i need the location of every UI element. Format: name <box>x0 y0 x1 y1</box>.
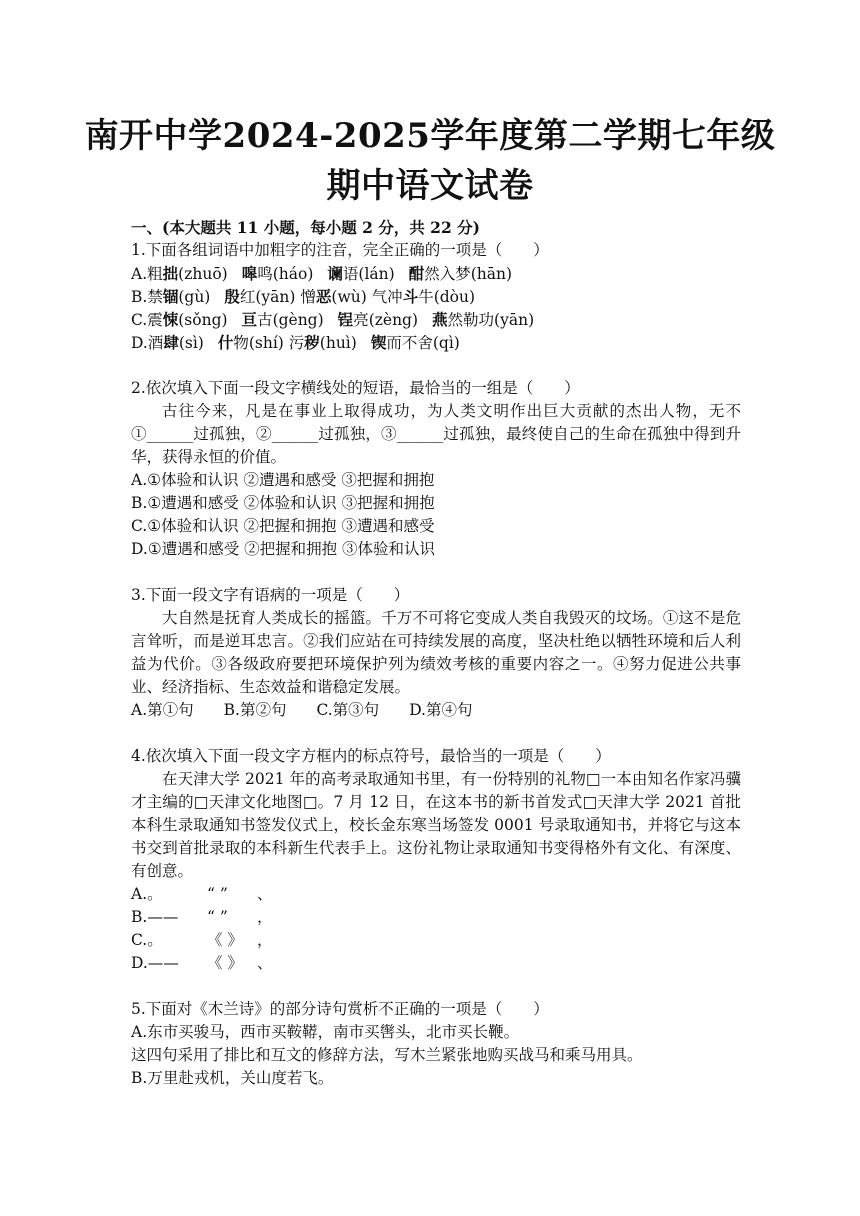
option-text: 、 <box>257 885 273 903</box>
bold-char: 肆 <box>163 333 179 352</box>
option-a-note: 这四句采用了排比和互文的修辞方法，写木兰紧张地购买战马和乘马用具。 <box>131 1046 643 1064</box>
option-text: (sì) <box>178 334 204 352</box>
option-text: C.。 <box>131 931 163 949</box>
option-text: 亮(zèng) <box>353 311 419 329</box>
exam-content <box>131 216 741 1090</box>
option-text: ， <box>257 908 273 926</box>
option-a <box>131 262 741 285</box>
option-b: B.第②句 <box>223 701 287 719</box>
option-text: 而不舍(qì) <box>386 334 460 352</box>
bold-char: 斗 <box>402 287 419 306</box>
bold-char: 酣 <box>408 264 425 283</box>
exam-title-line2: 期中语文试卷 <box>326 166 534 206</box>
bold-char: 什 <box>217 333 234 352</box>
option-c <box>131 929 741 952</box>
bold-char: 拙 <box>162 264 179 283</box>
bold-char: 锢 <box>162 287 179 306</box>
option-b: B.①遭遇和感受 ②体验和认识 ③把握和拥抱 <box>131 494 435 512</box>
option-b <box>131 906 741 929</box>
bold-char: 殷 <box>224 287 240 306</box>
option-text: 红(yān) <box>239 288 296 306</box>
option-b: B.万里赴戎机，关山度若飞。 <box>131 1069 334 1087</box>
option-c: C.①体验和认识 ②把握和拥抱 ③遭遇和感受 <box>131 517 435 535</box>
option-b <box>131 285 741 308</box>
bold-char: 亘 <box>241 310 258 329</box>
option-text: A.。 <box>131 885 163 903</box>
option-text: 鸣(háo) <box>257 265 314 283</box>
option-text: D.酒 <box>131 334 164 352</box>
option-text: D.—— <box>131 954 179 972</box>
question-stem: 4.依次填入下面一段文字方框内的标点符号，最恰当的一项是（ ） <box>131 747 611 765</box>
option-text: 《 》 <box>207 954 243 972</box>
question-3 <box>131 584 741 722</box>
option-text: C.震 <box>131 311 163 329</box>
option-text: (wù) 气冲 <box>331 288 403 306</box>
option-text: (huì) <box>319 334 357 352</box>
bold-char: 锲 <box>370 333 387 352</box>
question-passage: 大自然是抚育人类成长的摇篮。千万不可将它变成人类自我毁灭的坟场。①这不是危言耸听，而是逆耳忠言。②我们应站在可持续发展的高度，坚决杜绝以牺牲环境和后人利益为代价。③各级政府要把环境保护列为绩效考核的重要内容之一。④努力促进公共事业、经济指标、生态效益和谐稳定发展。 <box>131 609 741 696</box>
option-text: (sǒng) <box>178 311 228 329</box>
question-1 <box>131 239 741 354</box>
option-text: 然入梦(hān) <box>424 265 512 283</box>
option-text: ， <box>257 931 273 949</box>
bold-char: 锃 <box>337 310 354 329</box>
question-stem: 3.下面一段文字有语病的一项是（ ） <box>131 586 410 604</box>
bold-char: 秽 <box>304 333 320 352</box>
question-5 <box>131 998 741 1090</box>
question-2 <box>131 377 741 561</box>
question-passage: 古往今来，凡是在事业上取得成功，为人类文明作出巨大贡献的杰出人物，无不①______过孤独，②______过孤独，③______过孤独，最终使自己的生命在孤独中得到升华，获得永恒的价值。 <box>131 402 741 466</box>
option-d: D.①遭遇和感受 ②把握和拥抱 ③体验和认识 <box>131 540 436 558</box>
option-text: A.粗 <box>131 265 163 283</box>
question-stem: 1.下面各组词语中加粗字的注音，完全正确的一项是（ ） <box>131 241 549 259</box>
question-stem: 5.下面对《木兰诗》的部分诗句赏析不正确的一项是（ ） <box>131 1000 549 1018</box>
section-heading: 一、(本大题共 11 小题，每小题 2 分，共 22 分) <box>131 218 480 237</box>
option-text: B.禁 <box>131 288 163 306</box>
option-c: C.第③句 <box>316 701 380 719</box>
option-text: (gù) <box>178 288 211 306</box>
option-text: 憎 <box>300 288 316 306</box>
bold-char: 燕 <box>432 310 448 329</box>
bold-char: 恶 <box>315 287 332 306</box>
option-text: 然勒功(yān) <box>447 311 535 329</box>
option-text: “ ” <box>207 908 228 926</box>
option-text: B.—— <box>131 908 179 926</box>
option-c <box>131 308 741 331</box>
option-text: 物(shí) 污 <box>233 334 305 352</box>
option-a: A.第①句 <box>131 701 194 719</box>
question-stem: 2.依次填入下面一段文字横线处的短语，最恰当的一组是（ ） <box>131 379 580 397</box>
option-text: 《 》 <box>207 931 243 949</box>
option-text: 、 <box>257 954 273 972</box>
option-text: 古(gèng) <box>257 311 324 329</box>
option-d <box>131 331 741 354</box>
options-row <box>131 699 741 722</box>
option-text: 语(lán) <box>342 265 395 283</box>
option-text: 牛(dòu) <box>418 288 476 306</box>
option-text: “ ” <box>207 885 228 903</box>
exam-title-line1: 南开中学2024-2025学年度第二学期七年级 <box>84 116 776 156</box>
question-passage: 在天津大学 2021 年的高考录取通知书里，有一份特别的礼物□一本由知名作家冯骥才主编的□天津文化地图□。7 月 12 日，在这本书的新书首发式□天津大学 2021 首批本科生录取通知书签发仪式上，校长金东寒当场签发 0001 号录取通知书，并将它与这本书交到首批录取的本科新生代表手上。这份礼物让录取通知书变得格外有文化、有深度、有创意。 <box>131 770 741 880</box>
option-a: A.①体验和认识 ②遭遇和感受 ③把握和拥抱 <box>131 471 435 489</box>
option-d: D.第④句 <box>409 701 473 719</box>
option-text: (zhuō) <box>178 265 228 283</box>
option-d <box>131 952 741 975</box>
option-a: A.东市买骏马，西市买鞍鞯，南市买辔头，北市买长鞭。 <box>131 1023 520 1041</box>
bold-char: 悚 <box>162 310 179 329</box>
bold-char: 嗥 <box>241 264 258 283</box>
option-a <box>131 883 741 906</box>
bold-char: 谰 <box>327 264 343 283</box>
question-4 <box>131 745 741 975</box>
